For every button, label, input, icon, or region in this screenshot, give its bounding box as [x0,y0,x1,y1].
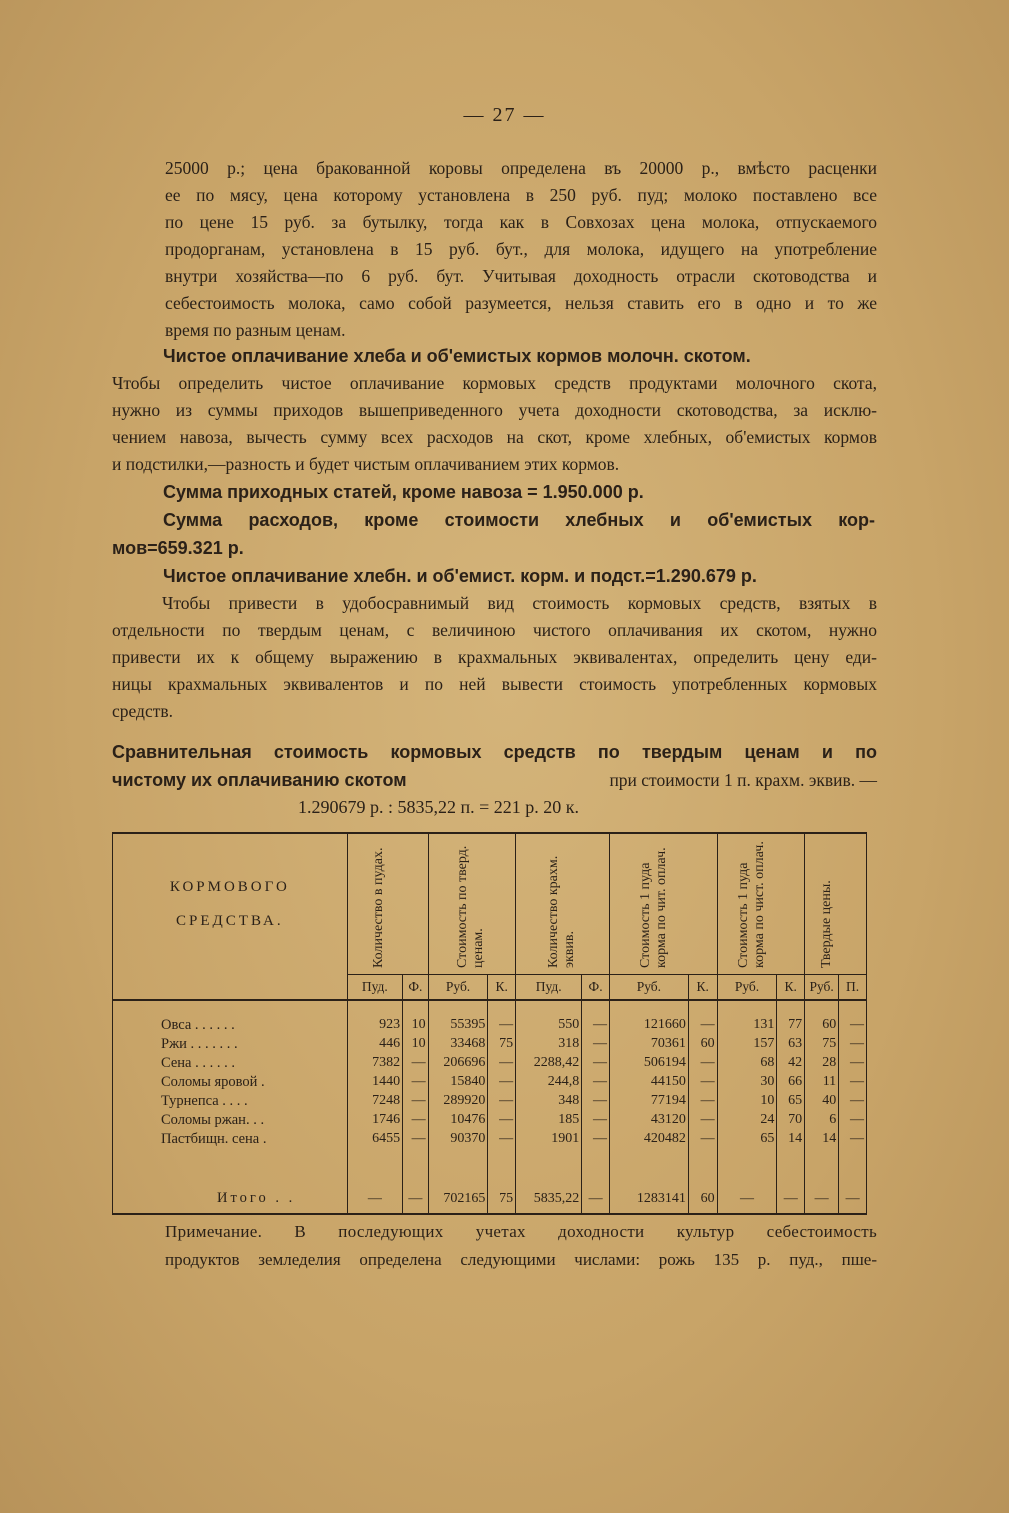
column-header: Количество в пудах. [347,833,428,974]
table-cell: 923 [347,1016,402,1035]
total-cell: 60 [688,1185,717,1214]
table-cell: — [839,1035,867,1054]
total-cell: — [717,1185,777,1214]
table-cell: 244,8 [516,1073,582,1092]
table-cell: — [688,1054,717,1073]
table-cell: — [403,1111,429,1130]
feed-name: Овса . . . . . . [113,1016,348,1035]
table-cell: — [688,1130,717,1149]
column-header: Стоимость 1 пуда корма по чист. оплач. [717,833,804,974]
table-cell: 10 [403,1016,429,1035]
table-cell: — [488,1016,516,1035]
column-header: Стоимость по тверд. ценам. [428,833,515,974]
unit-label: Руб. [609,974,688,1000]
feed-name: Пастбищн. сена . [113,1130,348,1149]
table-cell: 1746 [347,1111,402,1130]
sum-expense-line-1: Сумма расходов, кроме стоимости хлебных и об'емистых кор- [163,510,875,530]
column-header: Стоимость 1 пуда корма по чит. оплач. [609,833,717,974]
table-cell: — [403,1092,429,1111]
table-cell: 7382 [347,1054,402,1073]
feed-name: Соломы ржан. . . [113,1111,348,1130]
table-cell: 60 [805,1016,839,1035]
unit-label: Руб. [428,974,488,1000]
table-cell: — [582,1092,610,1111]
table-row [113,1092,867,1111]
table-cell: — [688,1073,717,1092]
text-line: по цене 15 руб. за бутылку, тогда как в Совхозах цена молока, отпускаемого [165,212,877,232]
table-cell: 6 [805,1111,839,1130]
table-cell: — [582,1130,610,1149]
table-header-row [113,833,867,974]
sum-income: Сумма приходных статей, кроме навоза = 1.950.000 р. [163,482,644,502]
feed-name-header-line-2: СРЕДСТВА. [176,913,284,929]
column-header: Твердые цены. [805,833,867,974]
table-cell: — [488,1092,516,1111]
table-cell: 43120 [609,1111,688,1130]
unit-label: К. [488,974,516,1000]
text-line: 25000 р.; цена бракованной коровы определена въ 20000 р., вмѣсто расценки [165,158,877,178]
sum-expense-line-2: мов=659.321 р. [112,538,244,558]
table-cell: 2288,42 [516,1054,582,1073]
table-cell: 75 [488,1035,516,1054]
page-number: — 27 — [463,104,546,126]
table-row [113,1035,867,1054]
table-cell: 550 [516,1016,582,1035]
table-cell: 10 [717,1092,777,1111]
unit-label: Ф. [403,974,429,1000]
table-cell: — [582,1035,610,1054]
text-line: нужно из суммы приходов вышеприведенного учета доходности скотоводства, за исклю- [112,400,877,420]
table-cell: — [403,1073,429,1092]
table-cell: — [688,1016,717,1035]
table-cell: 55395 [428,1016,488,1035]
table-row [113,1016,867,1035]
table-cell: 506194 [609,1054,688,1073]
table-cell: — [488,1130,516,1149]
text-line: отдельности по твердым ценам, с величиною чистого оплачивания их скотом, нужно [112,620,877,640]
paragraph-2 [112,370,877,478]
total-cell: 1283141 [609,1185,688,1214]
feed-name: Турнепса . . . . [113,1092,348,1111]
table-row [113,1073,867,1092]
text-line: ее по мясу, цена которому установлена в 250 руб. пуд; молоко поставлено все [165,185,877,205]
paragraph-1 [165,155,877,344]
table-cell: 1440 [347,1073,402,1092]
feed-cost-table [112,832,867,1215]
text-line: чением навоза, вычесть сумму всех расходов на скот, кроме хлебных, об'емистых кормов [112,427,877,447]
table-cell: — [688,1111,717,1130]
text-line: Чтобы определить чистое оплачивание кормовых средств продуктами молочного скота, [112,373,877,393]
table-cell: 157 [717,1035,777,1054]
feed-name: Сена . . . . . . [113,1054,348,1073]
total-cell: — [777,1185,805,1214]
table-cell: 121660 [609,1016,688,1035]
table-cell: 40 [805,1092,839,1111]
table-cell: 185 [516,1111,582,1130]
total-cell: — [403,1185,429,1214]
table-cell: — [839,1054,867,1073]
table-cell: 420482 [609,1130,688,1149]
unit-label: Ф. [582,974,610,1000]
unit-label: К. [777,974,805,1000]
table-cell: — [839,1016,867,1035]
table-title-line-3: 1.290679 р. : 5835,22 п. = 221 р. 20 к. [298,797,580,817]
table-cell: 6455 [347,1130,402,1149]
table-cell: 44150 [609,1073,688,1092]
table-cell: 90370 [428,1130,488,1149]
table-cell: 15840 [428,1073,488,1092]
units-row [113,974,867,1000]
unit-label: К. [688,974,717,1000]
table-cell: — [582,1111,610,1130]
total-cell: — [582,1185,610,1214]
table-cell: 14 [805,1130,839,1149]
column-header: Количество крахм. эквив. [516,833,610,974]
units-spacer [113,974,348,1000]
table-row [113,1054,867,1073]
table-cell: — [688,1092,717,1111]
paragraph-3 [112,590,877,725]
table-cell: 289920 [428,1092,488,1111]
net-payment: Чистое оплачивание хлебн. и об'емист. корм. и подст.=1.290.679 р. [163,566,757,586]
table-title-plain-part: при стоимости 1 п. крахм. эквив. — [609,770,877,790]
table-cell: 10476 [428,1111,488,1130]
table-cell: 14 [777,1130,805,1149]
unit-label: Руб. [717,974,777,1000]
table-cell: 60 [688,1035,717,1054]
table-cell: — [582,1054,610,1073]
table-cell: 11 [805,1073,839,1092]
section-heading: Чистое оплачивание хлеба и об'емистых кормов молочн. скотом. [163,346,751,366]
total-label: Итого . . [113,1185,348,1214]
table-cell: — [839,1073,867,1092]
total-row [113,1185,867,1214]
feed-name-header-line-1: КОРМОВОГО [169,879,290,895]
table-cell: 42 [777,1054,805,1073]
table-cell: 24 [717,1111,777,1130]
table-cell: 348 [516,1092,582,1111]
table-cell: 70361 [609,1035,688,1054]
text-line: Примечание. В последующих учетах доходности культур себестоимость [165,1222,877,1241]
table-cell: — [839,1092,867,1111]
table-cell: 75 [805,1035,839,1054]
feed-name-header [113,833,348,974]
feed-name: Соломы яровой . [113,1073,348,1092]
table-cell: 77194 [609,1092,688,1111]
table-cell: 10 [403,1035,429,1054]
text-line: внутри хозяйства—по 6 руб. бут. Учитывая доходность отрасли скотоводства и [165,266,877,286]
footnote [165,1218,877,1274]
table-row [113,1130,867,1149]
text-line: ницы крахмальных эквивалентов и по ней вывести стоимость употребленных кормовых [112,674,877,694]
table-cell: 77 [777,1016,805,1035]
total-cell: — [839,1185,867,1214]
table-cell: — [488,1073,516,1092]
unit-label: Пуд. [347,974,402,1000]
total-cell: — [805,1185,839,1214]
table-cell: 28 [805,1054,839,1073]
table-cell: 66 [777,1073,805,1092]
table-cell: — [488,1111,516,1130]
table-cell: 65 [777,1092,805,1111]
total-cell: 75 [488,1185,516,1214]
total-cell: 5835,22 [516,1185,582,1214]
table-title-bold-part: чистому их оплачиванию скотом [112,770,407,790]
text-line: себестоимость молока, само собой разумеется, нельзя ставить его в одно и то же [165,293,877,313]
text-line: средств. [112,701,174,721]
table-cell: 70 [777,1111,805,1130]
table-cell: 68 [717,1054,777,1073]
unit-label: П. [839,974,867,1000]
table-title-line-1: Сравнительная стоимость кормовых средств по твердым ценам и по [112,742,877,762]
table-cell: — [839,1130,867,1149]
table-title-line-2 [112,770,877,791]
table-row [113,1111,867,1130]
table-cell: — [582,1016,610,1035]
text-line: привести их к общему выражению в крахмальных эквивалентах, определить цену еди- [112,647,877,667]
table-cell: 33468 [428,1035,488,1054]
table-cell: — [403,1054,429,1073]
table-cell: 318 [516,1035,582,1054]
table-cell: 30 [717,1073,777,1092]
unit-label: Руб. [805,974,839,1000]
text-line: продорганам, установлена в 15 руб. бут., для молока, идущего на употребление [165,239,877,259]
table-cell: — [488,1054,516,1073]
table-cell: — [839,1111,867,1130]
feed-name: Ржи . . . . . . . [113,1035,348,1054]
table-cell: — [403,1130,429,1149]
table-cell: 7248 [347,1092,402,1111]
unit-label: Пуд. [516,974,582,1000]
text-line: время по разным ценам. [165,320,346,340]
table-cell: 206696 [428,1054,488,1073]
text-line: продуктов земледелия определена следующими числами: рожь 135 р. пуд., пше- [165,1250,877,1269]
text-line: и подстилки,—разность и будет чистым оплачиванием этих кормов. [112,454,620,474]
text-line: Чтобы привести в удобосравнимый вид стоимость кормовых средств, взятых в [162,593,877,613]
table-cell: 446 [347,1035,402,1054]
table-cell: — [582,1073,610,1092]
total-cell: 702165 [428,1185,488,1214]
total-cell: — [347,1185,402,1214]
table-cell: 63 [777,1035,805,1054]
table-cell: 131 [717,1016,777,1035]
table-cell: 65 [717,1130,777,1149]
table-cell: 1901 [516,1130,582,1149]
